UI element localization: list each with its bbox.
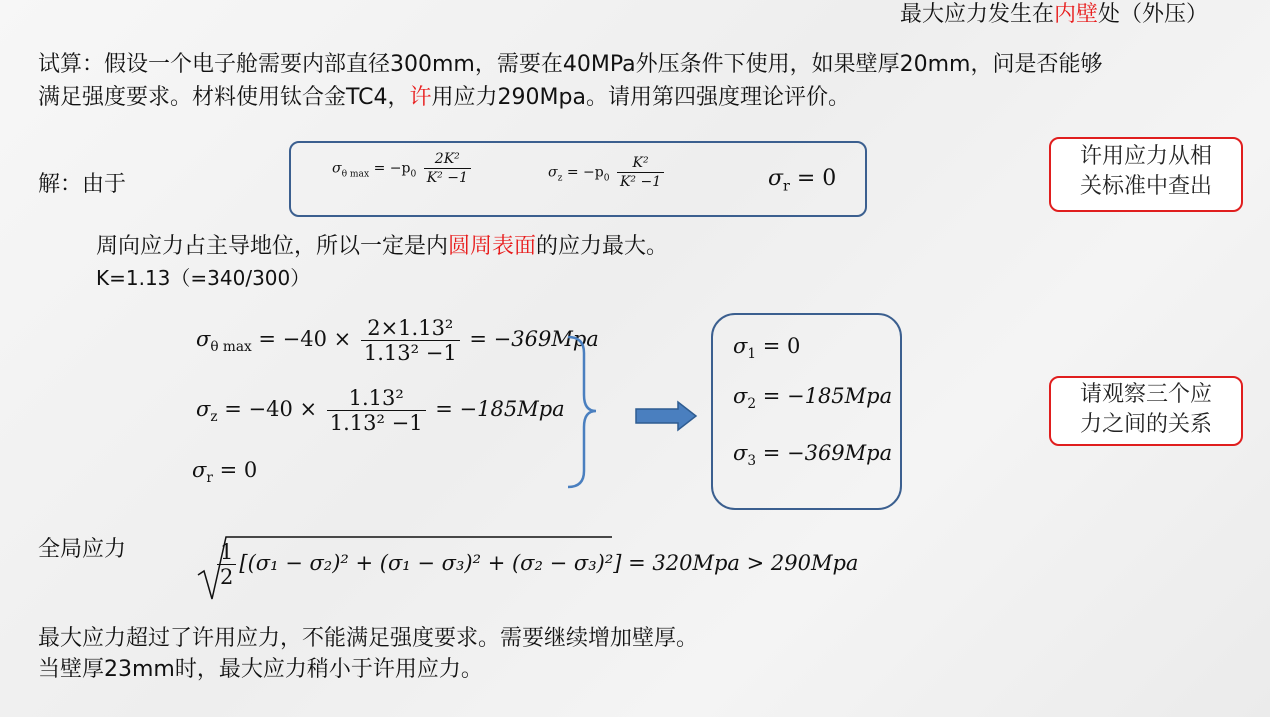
calc-sigma-r: $\sigma_r = 0$ <box>192 458 258 487</box>
calc-frac-2: $\frac{\text{1.13²}}{\text{1.13² −1}}$ <box>327 386 426 435</box>
problem-line-2 <box>38 81 850 114</box>
calc-sigma-z: $\sigma_z = -40$ × $\frac{\text{1.13²}}{\text{1.13² −1}}$ = −185Mpa <box>196 386 565 435</box>
principal-sigma-1: $\sigma_1 = 0$ <box>733 334 801 363</box>
slide-title <box>900 0 1208 31</box>
formula-frac-1: $\frac{\text{2K²}}{\text{K² −1}}$ <box>424 150 471 187</box>
problem-line-1: 试算：假设一个电子舱需要内部直径300mm，需要在40MPa外压条件下使用，如果壁厚20mm，问是否能够 <box>38 52 1103 77</box>
note-allowable-stress: 许用应力从相 关标准中查出 <box>1049 137 1243 212</box>
solution-label: 解：由于 <box>38 172 127 197</box>
note-observe-relation: 请观察三个应 力之间的关系 <box>1049 376 1243 446</box>
formula-frac-2: $\frac{\text{K²}}{\text{K² −1}}$ <box>617 154 664 191</box>
conclusion-line-1: 最大应力超过了许用应力，不能满足强度要求。需要继续增加壁厚。 <box>38 626 699 651</box>
problem-line-2-post: 用应力290Mpa。请用第四强度理论评价。 <box>431 85 850 110</box>
principal-sigma-2: $\sigma_2 = -185Mpa$ <box>733 384 893 413</box>
title-post: 处（外压） <box>1098 2 1209 27</box>
formula-sigma-theta: $\sigma_{\theta max} = -p_0$ $\frac{\text{2K²}}{\text{K² −1}}$ <box>332 150 474 187</box>
arrow-right-icon <box>634 400 698 432</box>
global-stress-label: 全局应力 <box>38 537 127 562</box>
global-stress-formula: $\frac{1}{2}$ [(σ₁ − σ₂)² + (σ₁ − σ₃)² + (σ₂ − σ₃)²] = 320Mpa > 290Mpa <box>214 540 858 589</box>
right-brace-graphic <box>560 333 600 493</box>
formula-sigma-z: $\sigma_z = -p_0$ $\frac{\text{K²}}{\text{K² −1}}$ <box>548 154 667 191</box>
title-pre: 最大应力发生在 <box>900 2 1055 27</box>
half-fraction: $\frac{1}{2}$ <box>217 540 236 589</box>
calc-sigma-theta: $\sigma_{\theta max} = -40$ × $\frac{\text{2×1.13²}}{\text{1.13² −1}}$ = −369Mpa <box>196 316 599 365</box>
problem-line-2-red: 许 <box>409 85 432 110</box>
principal-sigma-3: $\sigma_3 = -369Mpa$ <box>733 441 893 470</box>
title-red: 内壁 <box>1054 2 1099 27</box>
formula-sigma-r: $\sigma_r = 0$ <box>768 166 837 195</box>
k-value: K=1.13（=340/300） <box>96 266 311 290</box>
dominant-stress-text: 周向应力占主导地位，所以一定是内圆周表面的应力最大。 <box>96 234 669 259</box>
conclusion-line-2: 当壁厚23mm时，最大应力稍小于许用应力。 <box>38 657 483 682</box>
calc-frac-1: $\frac{\text{2×1.13²}}{\text{1.13² −1}}$ <box>361 316 460 365</box>
problem-line-2-pre: 满足强度要求。材料使用钛合金TC4， <box>38 85 410 110</box>
